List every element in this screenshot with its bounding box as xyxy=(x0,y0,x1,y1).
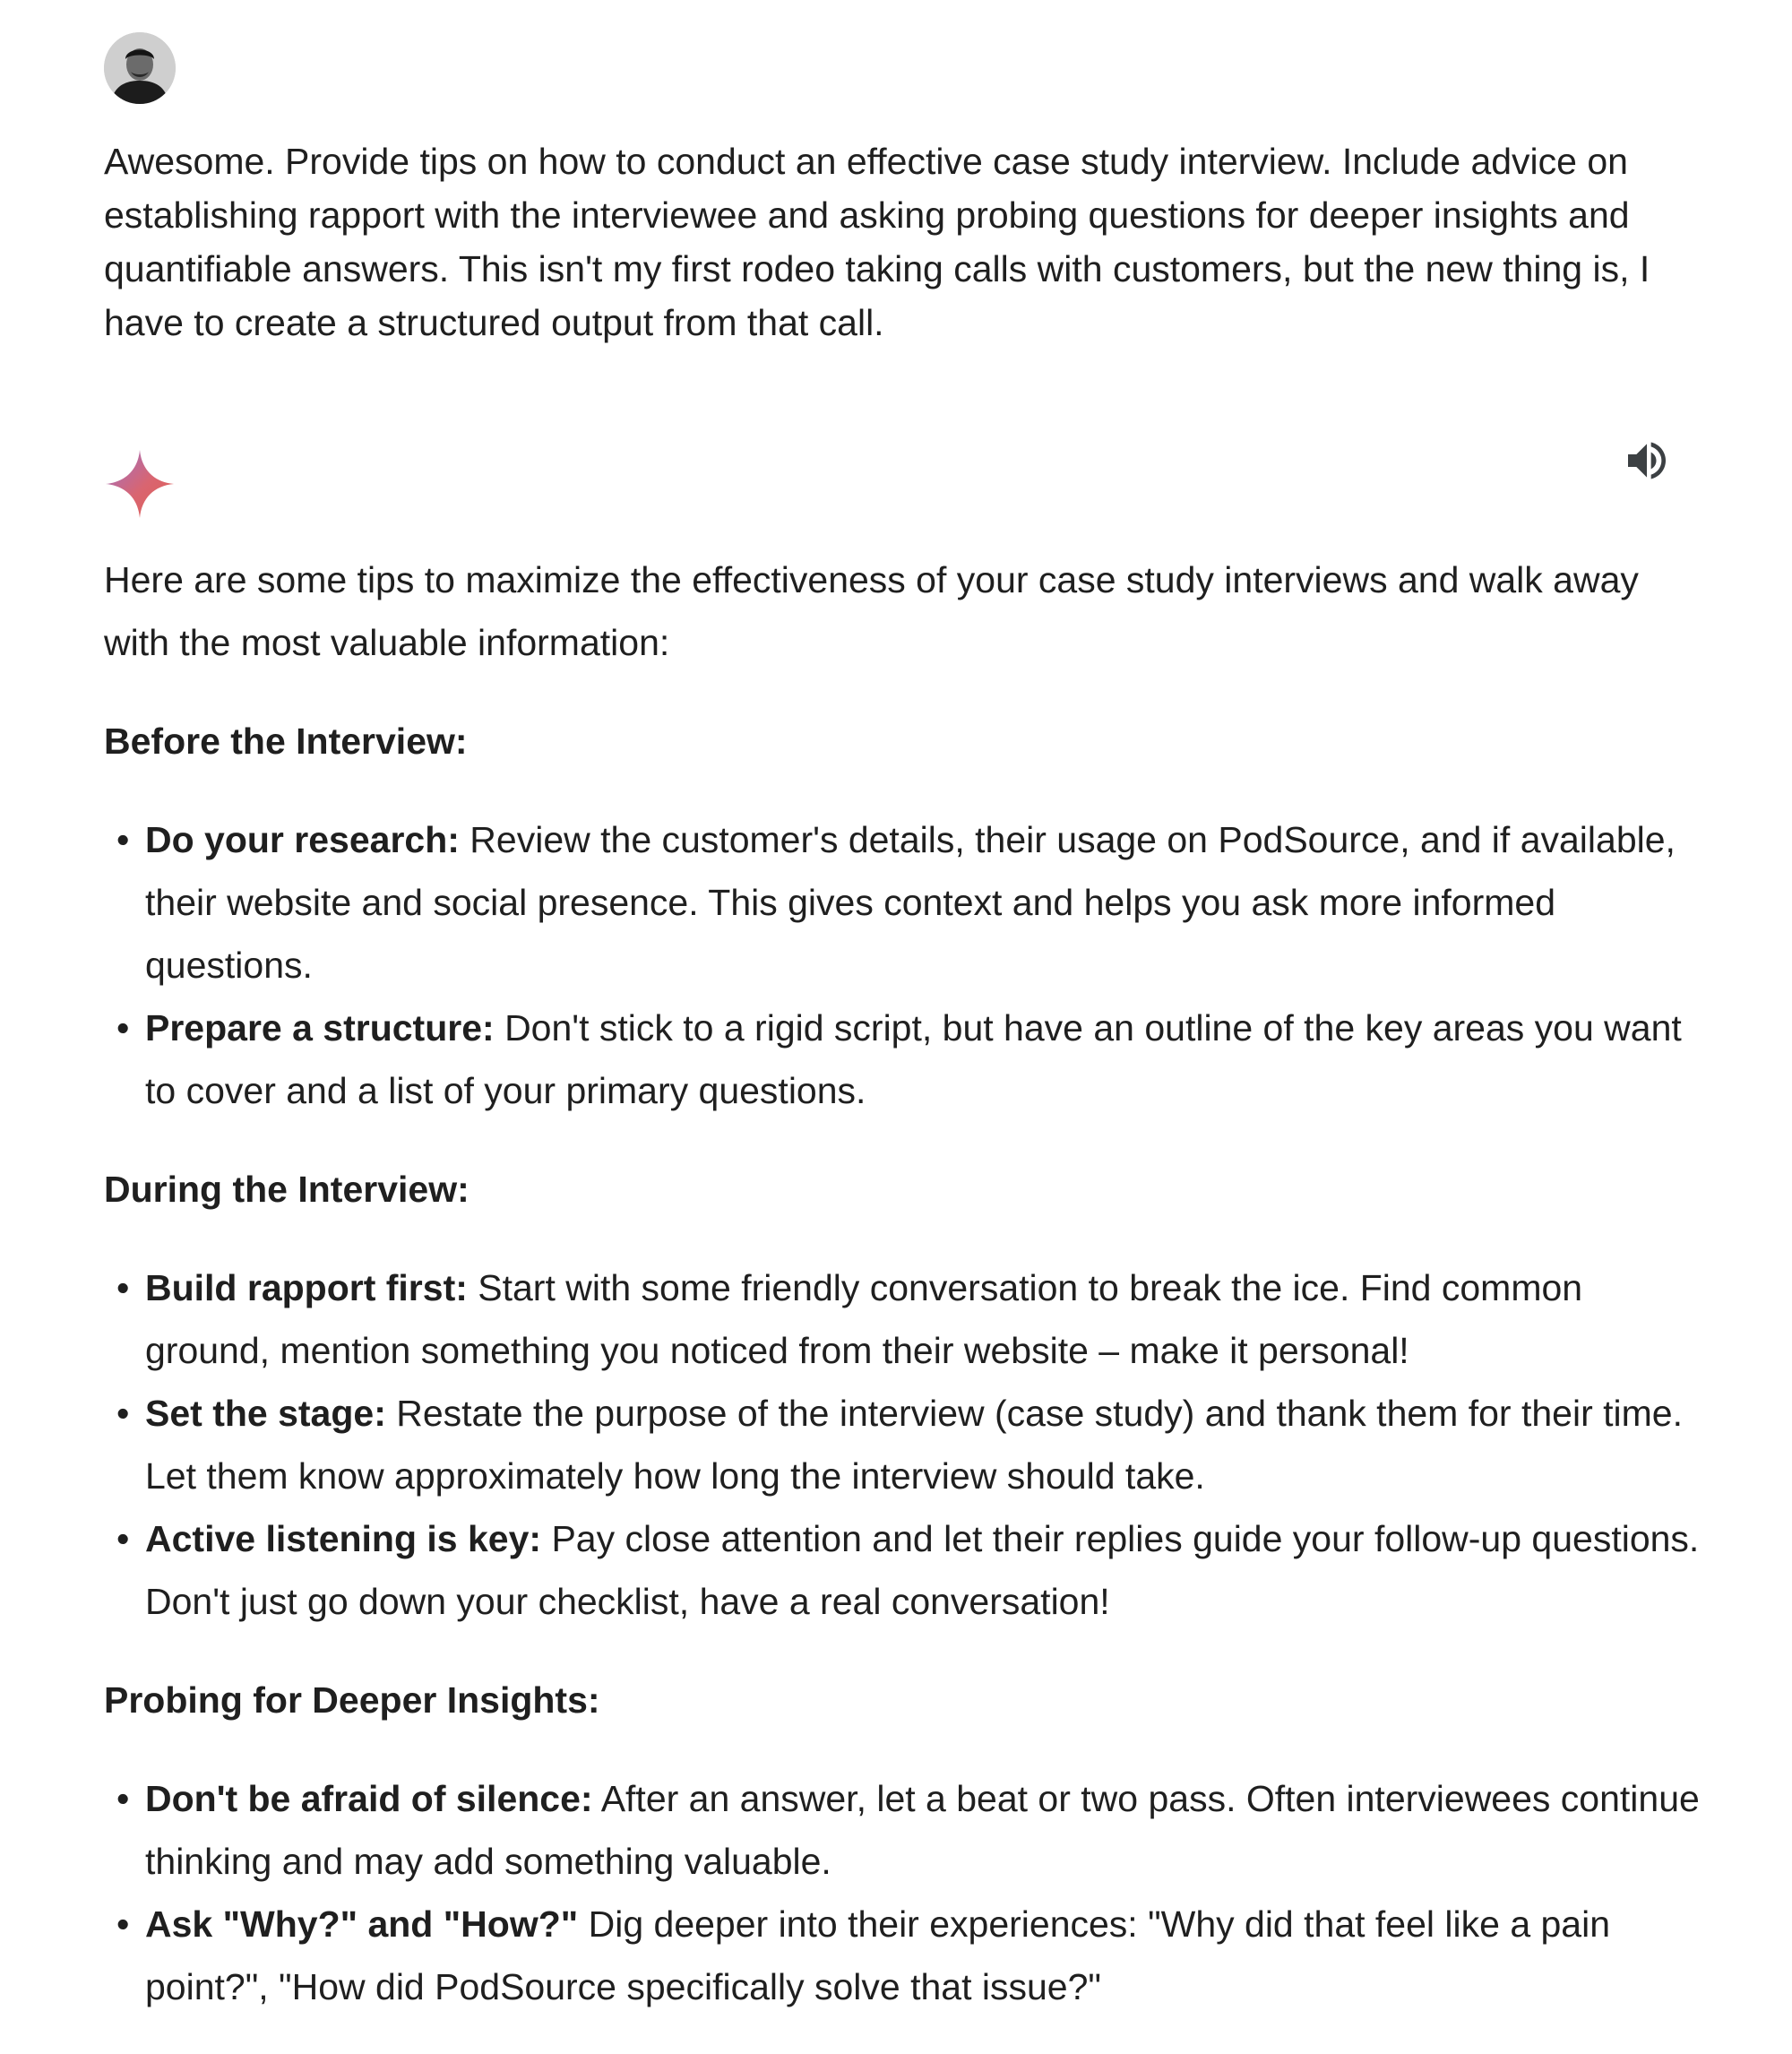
item-label: Active listening is key: xyxy=(145,1518,542,1559)
item-text: Dig deeper into their experiences: "Why did that feel like a pain point?", "How did PodSource specifically solve that issue?" xyxy=(145,1903,1611,2007)
section-title-during: During the Interview: xyxy=(104,1169,470,1210)
response-intro: Here are some tips to maximize the effectiveness of your case study interviews and walk away with the most valuable information: xyxy=(104,559,1639,663)
bullet-icon: • xyxy=(116,1903,130,1945)
list-item xyxy=(116,1767,1708,1893)
item-label: Do your research: xyxy=(145,819,460,860)
list-item xyxy=(116,997,1708,1122)
speaker-icon[interactable] xyxy=(1622,436,1672,486)
assistant-response xyxy=(104,548,1708,2054)
item-label: Set the stage: xyxy=(145,1393,386,1434)
item-text: After an answer, let a beat or two pass. Often interviewees continue thinking and may add something valuable. xyxy=(145,1778,1700,1882)
user-avatar-icon xyxy=(104,32,176,104)
list-during-interview xyxy=(104,1256,1708,1633)
bullet-icon: • xyxy=(116,1778,130,1819)
list-item xyxy=(116,1382,1708,1507)
list-item xyxy=(116,1256,1708,1382)
bullet-icon: • xyxy=(116,1518,130,1559)
section-title-before: Before the Interview: xyxy=(104,721,468,762)
section-title-probing: Probing for Deeper Insights: xyxy=(104,1679,600,1721)
item-label: Prepare a structure: xyxy=(145,1007,495,1049)
list-item xyxy=(116,1507,1708,1633)
list-before-interview xyxy=(104,808,1708,1122)
list-probing xyxy=(104,1767,1708,2018)
list-item xyxy=(116,1893,1708,2018)
item-label: Don't be afraid of silence: xyxy=(145,1778,593,1819)
item-text: Don't stick to a rigid script, but have an outline of the key areas you want to cover and a list of your primary questions. xyxy=(145,1007,1682,1111)
sparkle-icon xyxy=(104,448,176,520)
item-text: Pay close attention and let their replies guide your follow-up questions. Don't just go down your checklist, have a real conversation! xyxy=(145,1518,1700,1622)
item-text: Review the customer's details, their usage on PodSource, and if available, their website and social presence. This gives context and helps you ask more informed questions. xyxy=(145,819,1676,986)
item-text: Start with some friendly conversation to break the ice. Find common ground, mention something you noticed from their website – make it personal! xyxy=(145,1267,1583,1371)
list-item xyxy=(116,808,1708,997)
item-label: Build rapport first: xyxy=(145,1267,468,1308)
bullet-icon: • xyxy=(116,1267,130,1308)
item-label: Ask "Why?" and "How?" xyxy=(145,1903,579,1945)
bullet-icon: • xyxy=(116,819,130,860)
item-text: Restate the purpose of the interview (case study) and thank them for their time. Let them know approximately how long the interview should take. xyxy=(145,1393,1683,1497)
bullet-icon: • xyxy=(116,1007,130,1049)
bullet-icon: • xyxy=(116,1393,130,1434)
user-prompt-text: Awesome. Provide tips on how to conduct an effective case study interview. Include advice on establishing rapport with the interviewee and asking probing questions for deeper insights and quantifiable answers. This isn't my first rodeo taking calls with customers, but the new thing is, I have to create a structured output from that call. xyxy=(104,141,1650,343)
